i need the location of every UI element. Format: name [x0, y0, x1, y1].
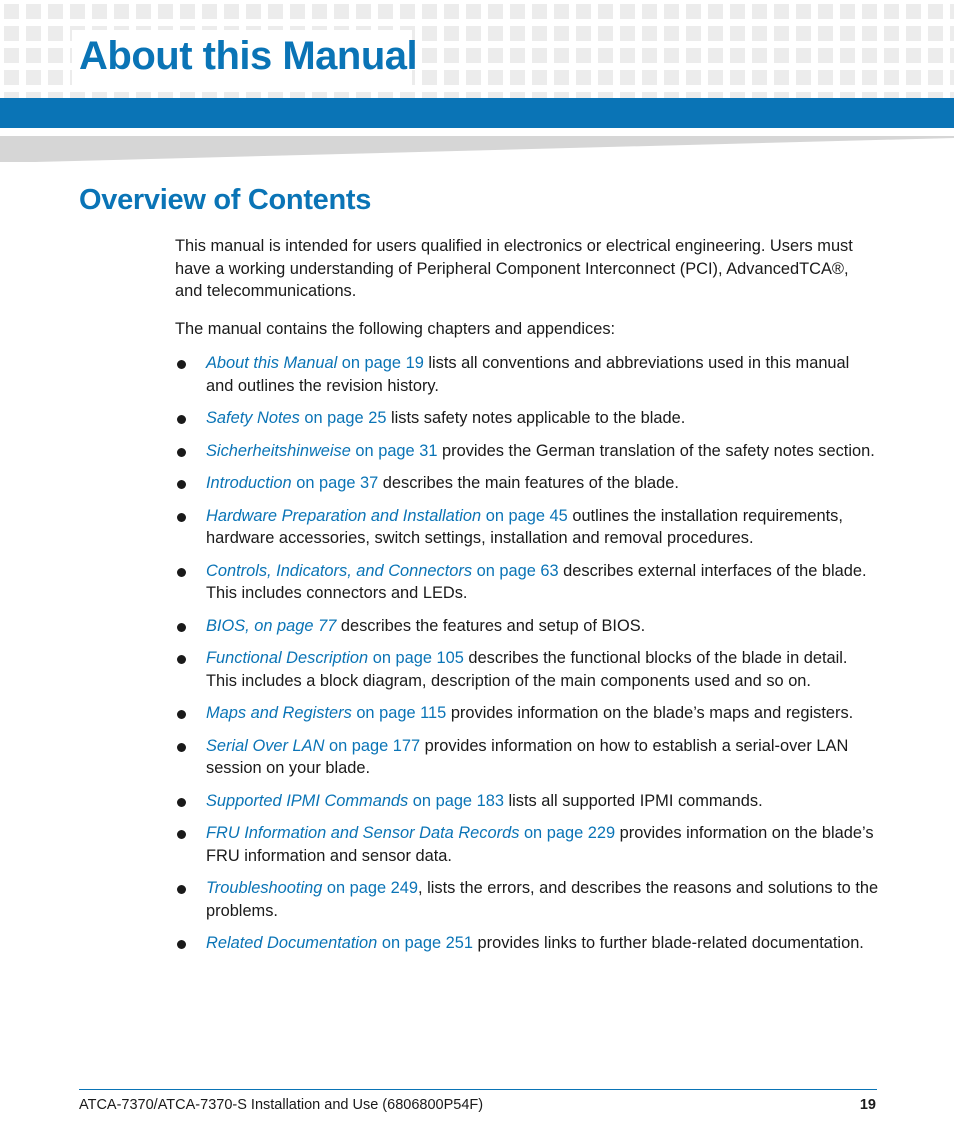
chapter-page-ref: on page 31	[350, 441, 438, 460]
header-blue-bar	[0, 98, 954, 128]
chapter-description: provides information on the blade’s FRU information and sensor data.	[206, 824, 874, 865]
list-item	[175, 352, 880, 397]
chapter-link[interactable]	[206, 442, 437, 460]
chapter-title: Controls, Indicators, and Connectors	[206, 561, 473, 580]
bullet-icon	[177, 885, 186, 894]
chapter-link[interactable]	[206, 617, 336, 635]
list-item	[175, 440, 880, 463]
chapter-list	[175, 352, 880, 965]
chapter-page-ref: on page 105	[368, 649, 464, 667]
list-item	[175, 877, 880, 922]
bullet-icon	[177, 743, 186, 752]
bullet-icon	[177, 513, 186, 522]
footer-rule	[79, 1089, 877, 1090]
chapter-link[interactable]	[206, 934, 473, 952]
chapter-title: Hardware Preparation and Installation	[206, 506, 482, 525]
chapter-page-ref: on page 19	[337, 354, 424, 372]
chapter-link[interactable]	[206, 507, 568, 525]
chapter-title: Safety Notes	[206, 409, 300, 427]
chapter-description: describes the main features of the blade.	[378, 474, 679, 492]
section-title: Overview of Contents	[79, 184, 372, 216]
chapter-description: outlines the installation requirements, hardware accessories, switch settings, installation and removal procedures.	[206, 506, 843, 547]
intro-paragraph: This manual is intended for users qualified in electronics or electrical engineering. Users must have a working understanding of Peripheral Component Interconnect (PCI), AdvancedTCA®, and telecommunications.	[175, 237, 853, 300]
list-item	[175, 702, 880, 725]
chapter-description: provides information on the blade’s maps and registers.	[446, 704, 854, 722]
chapter-page-ref: on page 63	[472, 561, 559, 580]
bullet-icon	[177, 415, 186, 424]
chapter-title: About this Manual	[206, 354, 338, 372]
chapter-page-ref: on page 37	[291, 474, 379, 492]
chapter-description: lists all supported IPMI commands.	[503, 791, 763, 810]
bullet-icon	[177, 830, 186, 839]
header-grey-wedge	[0, 128, 954, 164]
chapter-title: Introduction	[206, 474, 292, 492]
chapter-link[interactable]	[206, 649, 464, 667]
list-item	[175, 505, 880, 550]
bullet-icon	[177, 798, 186, 807]
list-item	[175, 790, 880, 813]
list-item	[175, 932, 880, 955]
bullet-icon	[177, 480, 186, 489]
bullet-icon	[177, 623, 186, 632]
chapter-description: provides information on how to establish a serial-over LAN session on your blade.	[206, 736, 849, 777]
bullet-icon	[177, 568, 186, 577]
chapters-intro: The manual contains the following chapters and appendices:	[175, 320, 616, 338]
footer-doc-title: ATCA-7370/ATCA-7370-S Installation and Use (6806800P54F)	[79, 1097, 484, 1113]
chapter-description: provides links to further blade-related documentation.	[473, 934, 864, 952]
chapter-page-ref: on page 251	[377, 934, 473, 952]
chapter-link[interactable]	[206, 409, 386, 427]
chapter-page-ref: on page 249	[322, 879, 419, 897]
chapter-title: FRU Information and Sensor Data Records	[206, 824, 520, 842]
chapter-description: describes the functional blocks of the blade in detail. This includes a block diagram, description of the main components used and so on.	[206, 649, 848, 690]
chapter-title: Serial Over LAN	[206, 736, 325, 755]
chapter-title: Related Documentation	[206, 934, 378, 952]
chapter-title: Sicherheitshinweise	[206, 441, 351, 460]
chapter-description: describes the features and setup of BIOS.	[336, 616, 646, 635]
chapter-title: BIOS, on page 77	[206, 616, 337, 635]
bullet-icon	[177, 360, 186, 369]
list-item	[175, 615, 880, 638]
chapter-link[interactable]	[206, 737, 420, 755]
list-item	[175, 407, 880, 430]
list-item	[175, 647, 880, 692]
list-item	[175, 560, 880, 605]
chapter-page-ref: on page 177	[324, 736, 421, 755]
bullet-icon	[177, 655, 186, 664]
chapter-description: lists safety notes applicable to the blade.	[386, 409, 686, 427]
chapter-title: Maps and Registers	[206, 704, 352, 722]
chapter-link[interactable]	[206, 474, 378, 492]
chapter-page-ref: on page 115	[351, 704, 447, 722]
chapter-link[interactable]	[206, 704, 446, 722]
bullet-icon	[177, 710, 186, 719]
chapter-page-ref: on page 229	[519, 824, 616, 842]
chapter-link[interactable]	[206, 792, 504, 810]
bullet-icon	[177, 940, 186, 949]
chapter-title: Functional Description	[206, 649, 369, 667]
chapter-title: Supported IPMI Commands	[206, 791, 409, 810]
chapter-link[interactable]	[206, 824, 615, 842]
list-item	[175, 472, 880, 495]
chapter-description: provides the German translation of the safety notes section.	[437, 441, 875, 460]
chapter-link[interactable]	[206, 354, 424, 372]
chapter-page-ref: on page 183	[408, 791, 504, 810]
bullet-icon	[177, 448, 186, 457]
chapter-link[interactable]	[206, 879, 418, 897]
chapter-page-ref: on page 45	[481, 506, 568, 525]
list-item	[175, 822, 880, 867]
chapter-link[interactable]	[206, 562, 559, 580]
footer-page-number: 19	[859, 1097, 876, 1113]
chapter-description: , lists the errors, and describes the reasons and solutions to the problems.	[206, 879, 879, 920]
chapter-title: Troubleshooting	[206, 879, 323, 897]
page-title: About this Manual	[79, 34, 418, 78]
list-item	[175, 735, 880, 780]
chapter-description: lists all conventions and abbreviations used in this manual and outlines the revision history.	[206, 354, 850, 395]
chapter-page-ref: on page 25	[299, 409, 387, 427]
chapter-description: describes external interfaces of the blade. This includes connectors and LEDs.	[206, 561, 867, 602]
